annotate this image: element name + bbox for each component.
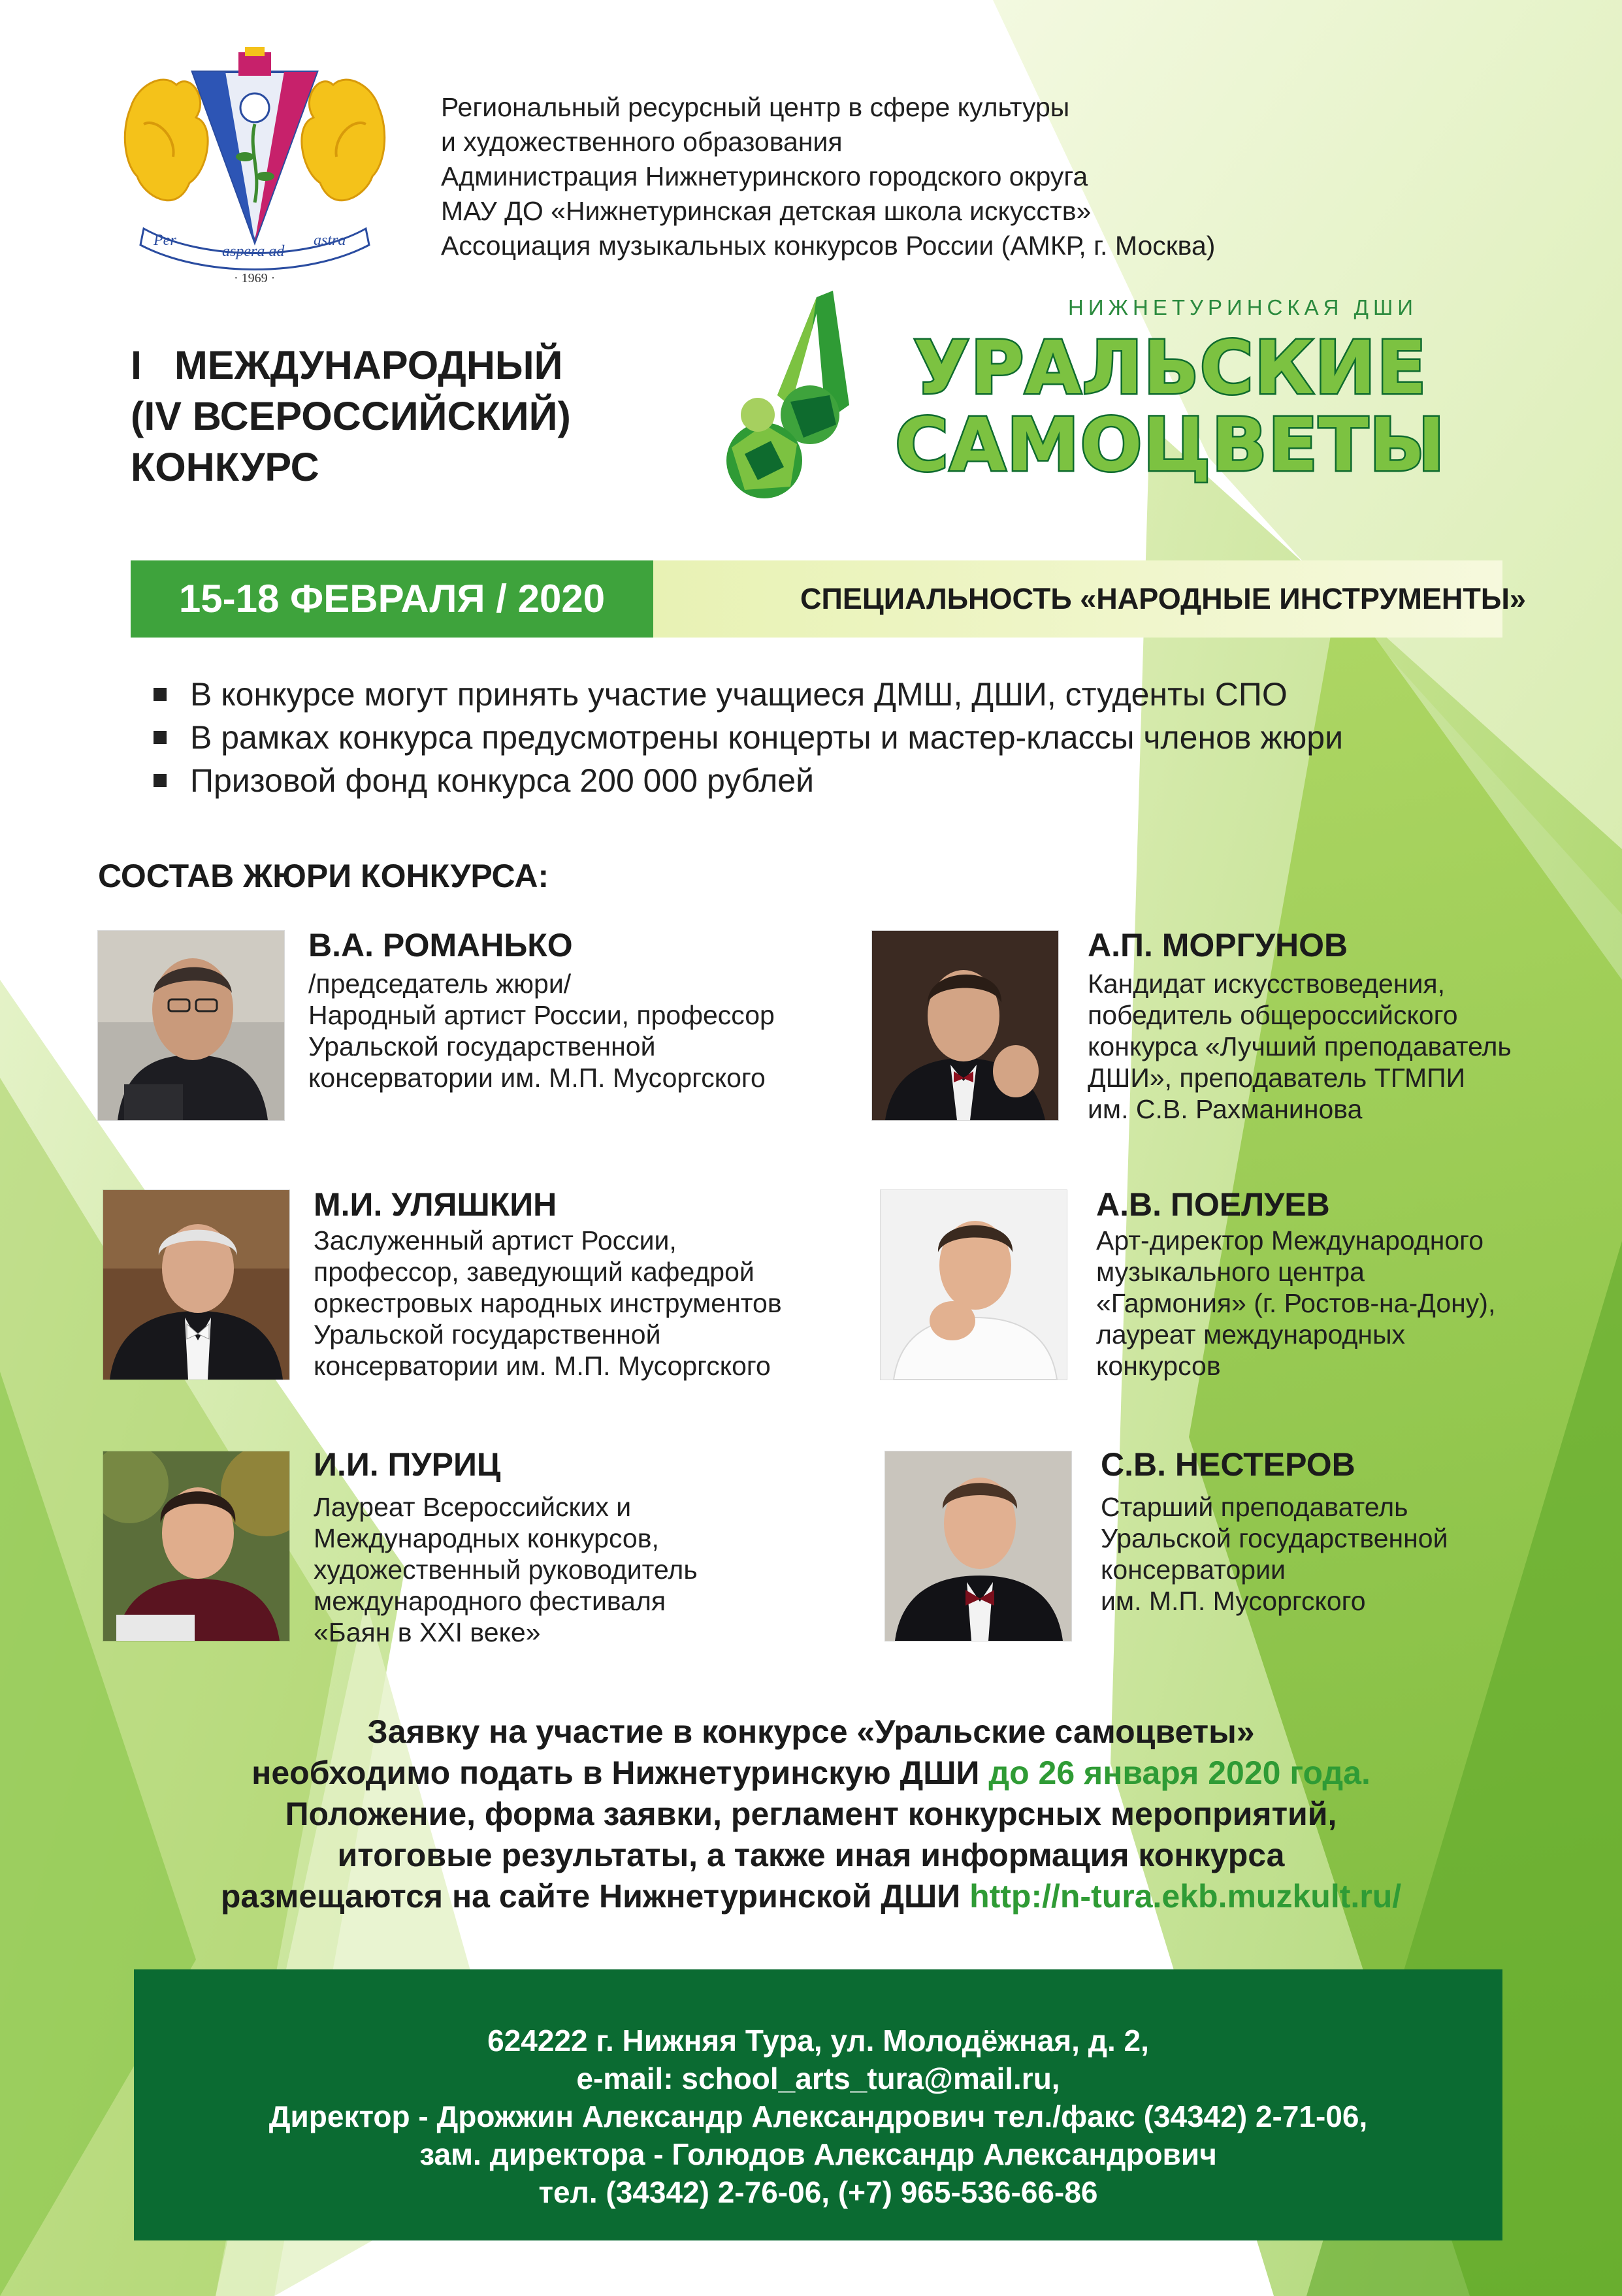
school-crest-logo bbox=[118, 46, 392, 294]
footer-director: Директор - Дрожжин Александр Александрович тел./факс (34342) 2-71-06, bbox=[268, 2099, 1368, 2133]
bullet-item: В конкурсе могут принять участие учащиеся ДМШ, ДШИ, студенты СПО bbox=[154, 673, 1343, 716]
jury-desc-purits: Лауреат Всероссийских и Международных конкурсов, художественный руководитель международного фестиваля «Баян в XXI веке» bbox=[314, 1492, 698, 1647]
gems-logo-icon bbox=[719, 291, 856, 500]
jury-desc-morgunov: Кандидат искусствоведения, победитель общероссийского конкурса «Лучший преподаватель ДШИ», преподаватель ТГМПИ им. С.В. Рахманинова bbox=[1088, 969, 1512, 1124]
jury-photo-morgunov bbox=[872, 931, 1058, 1120]
jury-desc-romanko: /председатель жюри/ Народный артист России, профессор Уральской государственной консерватории им. М.П. Мусоргского bbox=[308, 969, 775, 1093]
application-info bbox=[0, 1711, 1622, 1917]
jury-desc-nesterov: Старший преподаватель Уральской государственной консерватории им. М.П. Мусоргского bbox=[1101, 1492, 1448, 1616]
contest-title bbox=[131, 340, 571, 493]
contest-title-line3: КОНКУРС bbox=[131, 445, 319, 489]
crest-motto-1: Per bbox=[154, 232, 176, 249]
contest-numeral: I bbox=[131, 343, 142, 387]
jury-heading: СОСТАВ ЖЮРИ КОНКУРСА: bbox=[98, 858, 549, 894]
info-bullets bbox=[154, 673, 1343, 802]
organizer-line: Администрация Нижнетуринского городского округа bbox=[441, 161, 1088, 191]
organizers-list bbox=[441, 90, 1215, 263]
footer-deputy: зам. директора - Голюдов Александр Александрович bbox=[419, 2137, 1217, 2171]
jury-photo-poeluev bbox=[881, 1190, 1067, 1380]
apply-line2: необходимо подать в Нижнетуринскую ДШИ до 26 января 2020 года. bbox=[251, 1754, 1371, 1791]
jury-name-purits: И.И. ПУРИЦ bbox=[314, 1446, 501, 1483]
crest-year: · 1969 · bbox=[234, 271, 276, 285]
organizer-line: и художественного образования bbox=[441, 127, 843, 157]
jury-photo-nesterov bbox=[885, 1451, 1071, 1641]
footer-phones: тел. (34342) 2-76-06, (+7) 965-536-66-86 bbox=[538, 2175, 1098, 2209]
jury-photo-romanko bbox=[98, 931, 284, 1120]
crest-motto-2: aspera ad bbox=[222, 243, 285, 260]
bullet-square-icon bbox=[154, 774, 167, 787]
brand-title-line1: УРАЛЬСКИЕ bbox=[913, 326, 1427, 411]
apply-line5: размещаются на сайте Нижнетуринской ДШИ http://n-tura.ekb.muzkult.ru/ bbox=[220, 1878, 1402, 1915]
bullet-item: В рамках конкурса предусмотрены концерты и мастер-классы членов жюри bbox=[154, 716, 1343, 759]
jury-photo-ulyashkin bbox=[103, 1190, 289, 1380]
jury-name-poeluev: А.В. ПОЕЛУЕВ bbox=[1096, 1186, 1330, 1223]
organizer-line: МАУ ДО «Нижнетуринская детская школа искусств» bbox=[441, 196, 1092, 226]
jury-photo-purits bbox=[103, 1451, 289, 1641]
contest-specialty: СПЕЦИАЛЬНОСТЬ «НАРОДНЫЕ ИНСТРУМЕНТЫ» bbox=[653, 560, 1502, 638]
apply-line1: Заявку на участие в конкурсе «Уральские самоцветы» bbox=[367, 1713, 1255, 1750]
contest-dates: 15-18 ФЕВРАЛЯ / 2020 bbox=[131, 560, 653, 638]
contest-title-line1: МЕЖДУНАРОДНЫЙ bbox=[174, 343, 563, 387]
apply-line4: итоговые результаты, а также иная информация конкурса bbox=[337, 1837, 1285, 1873]
jury-name-morgunov: А.П. МОРГУНОВ bbox=[1088, 927, 1348, 963]
jury-name-nesterov: С.В. НЕСТЕРОВ bbox=[1101, 1446, 1355, 1483]
jury-desc-ulyashkin: Заслуженный артист России, профессор, заведующий кафедрой оркестровых народных инструментов Уральской государственной консерватории им. М.П. Мусоргского bbox=[314, 1225, 782, 1381]
jury-desc-poeluev: Арт-директор Международного музыкального центра «Гармония» (г. Ростов-на-Дону), лауреат международных конкурсов bbox=[1096, 1225, 1496, 1381]
website-link[interactable]: http://n-tura.ekb.muzkult.ru/ bbox=[969, 1878, 1402, 1915]
organizer-line: Региональный ресурсный центр в сфере культуры bbox=[441, 92, 1070, 122]
crest-motto-3: astra bbox=[314, 232, 346, 249]
organizer-line: Ассоциация музыкальных конкурсов России (АМКР, г. Москва) bbox=[441, 231, 1216, 261]
apply-line3: Положение, форма заявки, регламент конкурсных мероприятий, bbox=[285, 1796, 1337, 1832]
bullet-square-icon bbox=[154, 731, 167, 744]
jury-name-ulyashkin: М.И. УЛЯШКИН bbox=[314, 1186, 557, 1223]
footer-address: 624222 г. Нижняя Тура, ул. Молодёжная, д. 2, bbox=[487, 2024, 1149, 2058]
bullet-item: Призовой фонд конкурса 200 000 рублей bbox=[154, 759, 1343, 802]
footer-email[interactable]: e-mail: school_arts_tura@mail.ru, bbox=[576, 2062, 1060, 2095]
brand-title-line2: САМОЦВЕТЫ bbox=[895, 403, 1446, 488]
date-specialty-ribbon bbox=[131, 560, 1526, 638]
apply-deadline: до 26 января 2020 года. bbox=[988, 1754, 1371, 1791]
contact-footer bbox=[134, 1969, 1502, 2240]
jury-name-romanko: В.А. РОМАНЬКО bbox=[308, 927, 573, 963]
bullet-square-icon bbox=[154, 688, 167, 701]
brand-school-name: НИЖНЕТУРИНСКАЯ ДШИ bbox=[1068, 295, 1418, 319]
contest-title-line2: (IV ВСЕРОССИЙСКИЙ) bbox=[131, 394, 571, 438]
brand-title bbox=[895, 326, 1446, 488]
